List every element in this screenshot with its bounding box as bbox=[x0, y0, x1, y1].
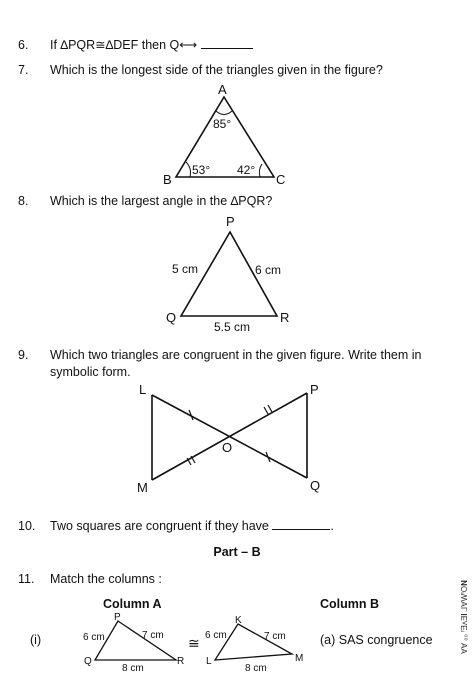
side-label-km: 7 cm bbox=[264, 631, 286, 642]
angle-arc-b bbox=[186, 162, 191, 177]
question-number: 11. bbox=[18, 572, 35, 586]
side-label-kl: 6 cm bbox=[205, 630, 227, 641]
vertex-label-c: C bbox=[276, 172, 286, 187]
question-text-line-1: Which two triangles are congruent in the given figure. Write them in bbox=[50, 348, 422, 362]
vertex-label-p: P bbox=[226, 214, 235, 229]
question-text: Which is the largest angle in the ∆PQR? bbox=[50, 194, 273, 208]
tick-marks bbox=[187, 405, 272, 465]
vertex-label-o: O bbox=[222, 440, 233, 455]
vertex-label-b: B bbox=[163, 172, 172, 187]
vertex-label-a: A bbox=[218, 82, 227, 97]
column-a-header: Column A bbox=[103, 597, 162, 611]
side-label-pr: 6 cm bbox=[255, 263, 282, 277]
question-text: Match the columns : bbox=[50, 572, 162, 586]
answer-blank[interactable] bbox=[201, 37, 253, 49]
side-label-pr: 7 cm bbox=[142, 630, 164, 641]
vertex-label-p: P bbox=[114, 612, 121, 623]
vertex-label-r: R bbox=[280, 310, 290, 325]
triangle-abc-figure bbox=[160, 80, 300, 190]
vertex-label-r: R bbox=[177, 656, 185, 667]
part-b-heading: Part – B bbox=[213, 545, 261, 559]
vertex-label-q: Q bbox=[166, 310, 177, 325]
vertex-label-m: M bbox=[295, 653, 304, 664]
match-option-a: (a) SAS congruence bbox=[320, 633, 433, 647]
column-b-header: Column B bbox=[320, 597, 380, 611]
vertex-label-l: L bbox=[206, 656, 212, 667]
angle-label-a: 85° bbox=[213, 117, 232, 131]
answer-blank[interactable] bbox=[272, 518, 330, 530]
vertex-label-p: P bbox=[310, 382, 319, 397]
triangle-pqr-small bbox=[95, 621, 176, 660]
angle-label-b: 53° bbox=[192, 163, 211, 177]
item-i-label: (i) bbox=[30, 633, 42, 647]
question-number: 8. bbox=[18, 194, 29, 208]
triangle-pqr-figure bbox=[160, 212, 300, 337]
side-label-lm: 8 cm bbox=[245, 663, 267, 672]
match-item-i-figure bbox=[78, 612, 318, 672]
vertex-label-q: Q bbox=[84, 656, 92, 667]
congruent-symbol: ≅ bbox=[188, 635, 200, 651]
question-number: 9. bbox=[18, 348, 29, 362]
angle-arc-a bbox=[216, 111, 232, 115]
triangle-abc bbox=[176, 97, 274, 177]
question-text: If ∆PQR≅∆DEF then Q⟷ bbox=[50, 38, 198, 52]
vertex-label-k: K bbox=[235, 615, 242, 626]
side-label-qr: 5.5 cm bbox=[214, 320, 251, 334]
question-text: Which is the longest side of the triangles given in the figure? bbox=[50, 63, 383, 77]
bowtie-triangles-figure bbox=[130, 380, 330, 498]
segment-mp bbox=[152, 393, 307, 480]
angle-arc-c bbox=[259, 164, 262, 177]
side-label-pq: 6 cm bbox=[83, 632, 105, 643]
question-text-end: . bbox=[330, 519, 334, 533]
angle-label-c: 42° bbox=[237, 163, 256, 177]
question-text: Two squares are congruent if they have bbox=[50, 519, 269, 533]
question-number: 10. bbox=[18, 519, 36, 533]
vertex-label-m: M bbox=[137, 480, 148, 495]
side-label-qr: 8 cm bbox=[122, 663, 144, 672]
vertex-label-q: Q bbox=[310, 478, 321, 493]
margin-note: Ɐ∀ ₀₀ ꞋƎʌƎ𝐥 ⅃ⱯWꞋO𝐍 bbox=[460, 580, 469, 654]
question-number: 6. bbox=[18, 38, 29, 52]
vertex-label-l: L bbox=[139, 382, 147, 397]
side-label-pq: 5 cm bbox=[172, 262, 199, 276]
question-text-line-2: symbolic form. bbox=[50, 365, 131, 379]
question-number: 7. bbox=[18, 63, 29, 77]
